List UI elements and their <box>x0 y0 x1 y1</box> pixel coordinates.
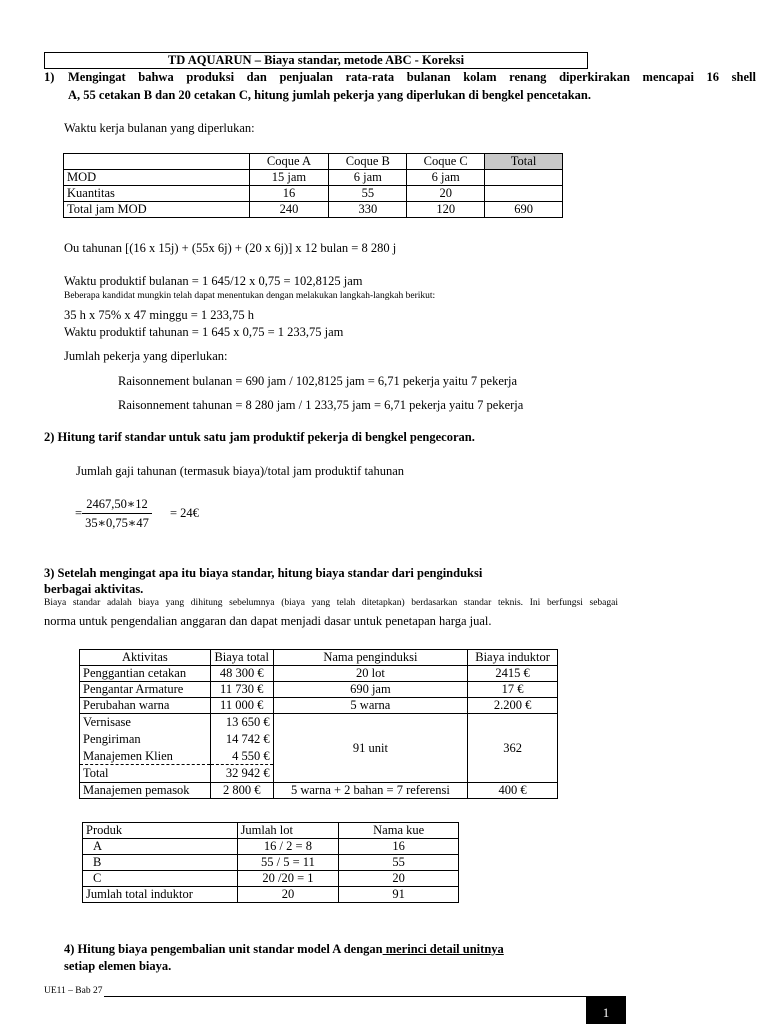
table-cell: 6 jam <box>407 170 485 186</box>
table-cell: Pengantar Armature <box>80 682 211 698</box>
table-cell: 2.200 € <box>468 698 558 714</box>
group-activity: Vernisase <box>83 715 131 729</box>
table-header-cell: Nama kue <box>339 823 459 839</box>
q3-heading-line1: 3) Setelah mengingat apa itu biaya standar, hitung biaya standar dari penginduksi <box>44 566 483 580</box>
table-row <box>80 783 558 799</box>
q4-heading-line1 <box>64 942 504 957</box>
q2-result: = 24€ <box>170 506 199 520</box>
table-cell: 20 <box>407 186 485 202</box>
table-header-cell: Jumlah lot <box>237 823 339 839</box>
table-cell: 690 <box>485 202 563 218</box>
table-cell: 91 unit <box>273 714 468 783</box>
table-cell: Perubahan warna <box>80 698 211 714</box>
table-row <box>83 839 459 855</box>
q1-annual-reasoning: Raisonnement tahunan = 8 280 jam / 1 233,75 jam = 6,71 pekerja yaitu 7 pekerja <box>118 398 524 412</box>
table-cell: 11 000 € <box>210 698 273 714</box>
table-cell: 17 € <box>468 682 558 698</box>
table-row <box>80 682 558 698</box>
q1-intro: Waktu kerja bulanan yang diperlukan: <box>64 121 255 135</box>
q1-annual-formula: Ou tahunan [(16 x 15j) + (55x 6j) + (20 x 6j)] x 12 bulan = 8 280 j <box>64 241 397 255</box>
group-activity-total: Total <box>83 766 109 780</box>
table-cell: 16 <box>339 839 459 855</box>
q1-question-line2: A, 55 cetakan B dan 20 cetakan C, hitung jumlah pekerja yang diperlukan di bengkel pencetakan. <box>68 88 591 102</box>
q1-candidates-note: Beberapa kandidat mungkin telah dapat menentukan dengan melakukan langkah-langkah berikut: <box>64 291 436 301</box>
table-row <box>64 186 563 202</box>
q1-question-line1: Mengingat bahwa produksi dan penjualan rata-rata bulanan kolam renang diperkirakan mencapai 16 shell <box>68 70 756 84</box>
q4-heading-line2: setiap elemen biaya. <box>64 959 172 973</box>
table-cell: A <box>83 839 238 855</box>
q2-formula-text: Jumlah gaji tahunan (termasuk biaya)/total jam produktif tahunan <box>76 464 405 478</box>
q1-number: 1) <box>44 70 55 84</box>
q2-numerator: 2467,50∗12 <box>86 497 148 511</box>
table-cell: 5 warna + 2 bahan = 7 referensi <box>273 783 468 799</box>
q2-heading: 2) Hitung tarif standar untuk satu jam produktif pekerja di bengkel pengecoran. <box>44 430 475 444</box>
table-header-cell: Total <box>485 154 563 170</box>
table-row <box>64 202 563 218</box>
table-row <box>83 871 459 887</box>
group-activity: Manajemen Klien <box>80 748 210 765</box>
table-header-cell: Biaya induktor <box>468 650 558 666</box>
group-cost-total: 32 942 € <box>225 766 270 780</box>
table-cell: 362 <box>468 714 558 783</box>
q2-fraction <box>82 496 152 531</box>
table-cell: 48 300 € <box>210 666 273 682</box>
table-cell <box>485 186 563 202</box>
table-header-row <box>80 650 558 666</box>
group-cost: 4 550 € <box>211 748 273 765</box>
q1-annual-productive: Waktu produktif tahunan = 1 645 x 0,75 = 1 233,75 jam <box>64 325 344 339</box>
table-cell: 16 / 2 = 8 <box>237 839 339 855</box>
table-row <box>80 666 558 682</box>
table-cell: 20 <box>339 871 459 887</box>
table-header-row <box>83 823 459 839</box>
table-cell: Penggantian cetakan <box>80 666 211 682</box>
q3-heading-line2: berbagai aktivitas. <box>44 582 144 596</box>
footer-label: UE11 – Bab 27 <box>44 986 103 996</box>
footer-rule <box>104 996 586 997</box>
page-number: 1 <box>586 996 626 1024</box>
q3-definition-line2: norma untuk pengendalian anggaran dan dapat menjadi dasar untuk penetapan harga jual. <box>44 614 492 628</box>
table-cell: 2415 € <box>468 666 558 682</box>
q2-denominator: 35∗0,75∗47 <box>85 516 149 530</box>
table-cell <box>485 170 563 186</box>
table-row <box>83 855 459 871</box>
page-title: TD AQUARUN – Biaya standar, metode ABC - Koreksi <box>44 52 588 69</box>
table-row <box>80 698 558 714</box>
table-cell: 20 /20 = 1 <box>237 871 339 887</box>
q3-activity-cost-table <box>79 649 558 799</box>
table-cell: Kuantitas <box>64 186 250 202</box>
group-activity: Pengiriman <box>83 732 141 746</box>
q1-hours-table <box>63 153 563 218</box>
q1-candidate-calc: 35 h x 75% x 47 minggu = 1 233,75 h <box>64 308 255 322</box>
table-row <box>83 887 459 903</box>
q1-monthly-reasoning: Raisonnement bulanan = 690 jam / 102,8125 jam = 6,71 pekerja yaitu 7 pekerja <box>118 374 518 388</box>
q2-equals: = <box>75 506 83 520</box>
table-cell: 55 <box>339 855 459 871</box>
table-header-cell: Produk <box>83 823 238 839</box>
table-cell-group-costs <box>210 714 273 783</box>
q4-heading-text: 4) Hitung biaya pengembalian unit standar model A dengan <box>64 942 383 956</box>
table-header-cell: Coque C <box>407 154 485 170</box>
table-cell: C <box>83 871 238 887</box>
table-cell: 400 € <box>468 783 558 799</box>
table-header-cell: Coque B <box>329 154 407 170</box>
table-header-cell: Biaya total <box>210 650 273 666</box>
table-cell: 240 <box>249 202 329 218</box>
q1-workers-intro: Jumlah pekerja yang diperlukan: <box>64 349 228 363</box>
q3-products-table <box>82 822 459 903</box>
table-cell: Manajemen pemasok <box>80 783 211 799</box>
q1-monthly-productive: Waktu produktif bulanan = 1 645/12 x 0,75 = 102,8125 jam <box>64 274 363 288</box>
table-cell: 55 <box>329 186 407 202</box>
table-row <box>64 170 563 186</box>
table-row-group <box>80 714 558 783</box>
table-cell: 20 <box>237 887 339 903</box>
table-cell: 20 lot <box>273 666 468 682</box>
table-cell: 55 / 5 = 11 <box>237 855 339 871</box>
fraction-bar <box>82 513 152 514</box>
table-header-cell: Nama penginduksi <box>273 650 468 666</box>
table-cell: 11 730 € <box>210 682 273 698</box>
q3-definition-line1: Biaya standar adalah biaya yang dihitung sebelumnya (biaya yang telah ditetapkan) berdasarkan standar teknis. Ini berfungsi sebagai <box>44 598 618 608</box>
table-cell: 330 <box>329 202 407 218</box>
table-cell: 15 jam <box>249 170 329 186</box>
table-cell: 120 <box>407 202 485 218</box>
table-cell: 5 warna <box>273 698 468 714</box>
table-cell-group-activities <box>80 714 211 783</box>
group-cost: 13 650 € <box>225 715 270 729</box>
table-header-cell: Coque A <box>249 154 329 170</box>
table-cell: MOD <box>64 170 250 186</box>
table-cell: Jumlah total induktor <box>83 887 238 903</box>
table-cell: B <box>83 855 238 871</box>
q4-heading-underlined: merinci detail unitnya <box>382 942 504 956</box>
group-cost: 14 742 € <box>225 732 270 746</box>
table-header-cell <box>64 154 250 170</box>
table-cell: 690 jam <box>273 682 468 698</box>
table-cell: 2 800 € <box>210 783 273 799</box>
table-header-row <box>64 154 563 170</box>
table-cell: 91 <box>339 887 459 903</box>
table-cell: Total jam MOD <box>64 202 250 218</box>
table-cell: 6 jam <box>329 170 407 186</box>
table-cell: 16 <box>249 186 329 202</box>
table-header-cell: Aktivitas <box>80 650 211 666</box>
